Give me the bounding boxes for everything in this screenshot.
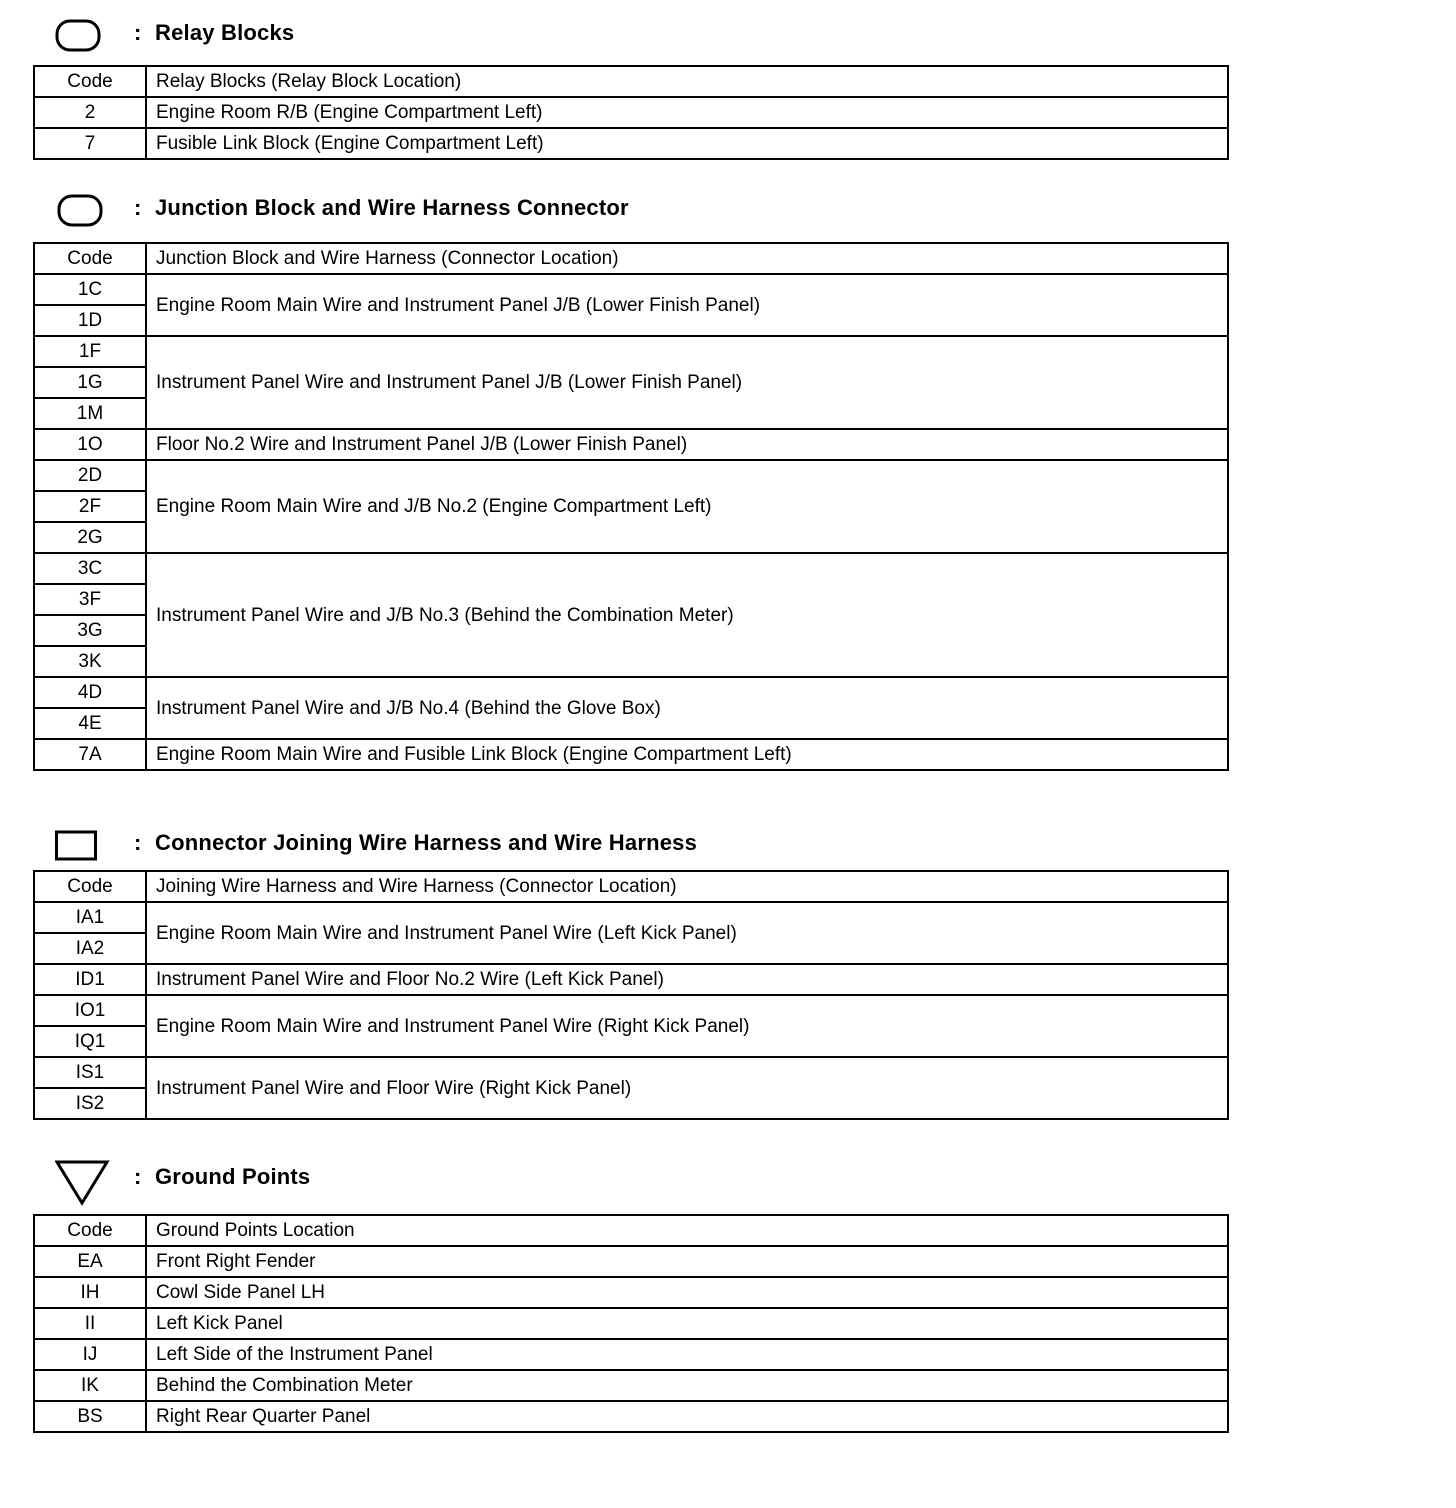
code-cell: 7A	[34, 739, 146, 770]
code-cell: IH	[34, 1277, 146, 1308]
table-row	[34, 964, 1228, 995]
code-cell: ID1	[34, 964, 146, 995]
code-cell: IJ	[34, 1339, 146, 1370]
location-cell: Right Rear Quarter Panel	[146, 1401, 1228, 1432]
rounded-rectangle-icon	[55, 19, 101, 53]
code-cell: 1F	[34, 336, 146, 367]
code-cell: BS	[34, 1401, 146, 1432]
location-cell: Front Right Fender	[146, 1246, 1228, 1277]
table-row	[34, 739, 1228, 770]
table-row	[34, 553, 1228, 584]
ground-points-table	[33, 1214, 1229, 1433]
location-cell: Behind the Combination Meter	[146, 1370, 1228, 1401]
table-row	[34, 1370, 1228, 1401]
table-row	[34, 336, 1228, 367]
relay-section-title: Relay Blocks	[155, 20, 295, 45]
code-cell: EA	[34, 1246, 146, 1277]
down-triangle-icon	[55, 1159, 111, 1207]
column-header-description: Relay Blocks (Relay Block Location)	[146, 66, 1228, 97]
table-row	[34, 1401, 1228, 1432]
table-row	[34, 677, 1228, 708]
connector-section-title: Connector Joining Wire Harness and Wire Harness	[155, 830, 698, 855]
location-cell: Left Side of the Instrument Panel	[146, 1339, 1228, 1370]
location-cell: Instrument Panel Wire and J/B No.4 (Behind the Glove Box)	[146, 677, 1228, 739]
column-header-description: Ground Points Location	[146, 1215, 1228, 1246]
table-row	[34, 97, 1228, 128]
column-header-code: Code	[34, 871, 146, 902]
location-cell: Floor No.2 Wire and Instrument Panel J/B (Lower Finish Panel)	[146, 429, 1228, 460]
code-cell: 1D	[34, 305, 146, 336]
code-cell: IQ1	[34, 1026, 146, 1057]
column-header-description: Junction Block and Wire Harness (Connector Location)	[146, 243, 1228, 274]
table-row	[34, 1277, 1228, 1308]
code-cell: 2G	[34, 522, 146, 553]
table-row	[34, 1308, 1228, 1339]
heading-colon: :	[134, 195, 142, 220]
code-cell: IS2	[34, 1088, 146, 1119]
code-cell: 1M	[34, 398, 146, 429]
heading-colon: :	[134, 830, 142, 855]
table-header-row	[34, 1215, 1228, 1246]
connector-table	[33, 870, 1229, 1120]
code-cell: 2F	[34, 491, 146, 522]
code-cell: 4D	[34, 677, 146, 708]
code-cell: 3F	[34, 584, 146, 615]
code-cell: 4E	[34, 708, 146, 739]
code-cell: IA2	[34, 933, 146, 964]
code-cell: IA1	[34, 902, 146, 933]
location-cell: Left Kick Panel	[146, 1308, 1228, 1339]
table-header-row	[34, 243, 1228, 274]
location-cell: Cowl Side Panel LH	[146, 1277, 1228, 1308]
table-row	[34, 460, 1228, 491]
code-cell: 3G	[34, 615, 146, 646]
table-row	[34, 995, 1228, 1026]
heading-colon: :	[134, 1164, 142, 1189]
code-cell: 7	[34, 128, 146, 159]
column-header-description: Joining Wire Harness and Wire Harness (Connector Location)	[146, 871, 1228, 902]
code-cell: 1C	[34, 274, 146, 305]
code-cell: 3K	[34, 646, 146, 677]
location-cell: Instrument Panel Wire and Instrument Panel J/B (Lower Finish Panel)	[146, 336, 1228, 429]
location-cell: Engine Room R/B (Engine Compartment Left)	[146, 97, 1228, 128]
code-cell: 1G	[34, 367, 146, 398]
location-cell: Engine Room Main Wire and J/B No.2 (Engine Compartment Left)	[146, 460, 1228, 553]
ground-section-title: Ground Points	[155, 1164, 311, 1189]
location-cell: Fusible Link Block (Engine Compartment Left)	[146, 128, 1228, 159]
table-row	[34, 1057, 1228, 1088]
code-cell: IO1	[34, 995, 146, 1026]
rounded-rectangle-icon	[55, 194, 103, 228]
table-row	[34, 429, 1228, 460]
location-cell: Engine Room Main Wire and Instrument Panel Wire (Left Kick Panel)	[146, 902, 1228, 964]
table-row	[34, 1339, 1228, 1370]
column-header-code: Code	[34, 243, 146, 274]
table-row	[34, 274, 1228, 305]
junction-section-title: Junction Block and Wire Harness Connector	[155, 195, 629, 220]
code-cell: 1O	[34, 429, 146, 460]
relay-blocks-table	[33, 65, 1229, 160]
code-cell: 2D	[34, 460, 146, 491]
column-header-code: Code	[34, 66, 146, 97]
location-cell: Engine Room Main Wire and Fusible Link Block (Engine Compartment Left)	[146, 739, 1228, 770]
location-cell: Instrument Panel Wire and Floor No.2 Wire (Left Kick Panel)	[146, 964, 1228, 995]
column-header-code: Code	[34, 1215, 146, 1246]
code-cell: IS1	[34, 1057, 146, 1088]
table-header-row	[34, 871, 1228, 902]
square-icon	[55, 830, 99, 862]
junction-block-table	[33, 242, 1229, 771]
location-cell: Engine Room Main Wire and Instrument Panel Wire (Right Kick Panel)	[146, 995, 1228, 1057]
location-cell: Engine Room Main Wire and Instrument Panel J/B (Lower Finish Panel)	[146, 274, 1228, 336]
table-row	[34, 902, 1228, 933]
table-header-row	[34, 66, 1228, 97]
heading-colon: :	[134, 20, 142, 45]
code-cell: 2	[34, 97, 146, 128]
code-cell: IK	[34, 1370, 146, 1401]
location-cell: Instrument Panel Wire and J/B No.3 (Behind the Combination Meter)	[146, 553, 1228, 677]
location-cell: Instrument Panel Wire and Floor Wire (Right Kick Panel)	[146, 1057, 1228, 1119]
table-row	[34, 128, 1228, 159]
code-cell: 3C	[34, 553, 146, 584]
table-row	[34, 1246, 1228, 1277]
code-cell: II	[34, 1308, 146, 1339]
